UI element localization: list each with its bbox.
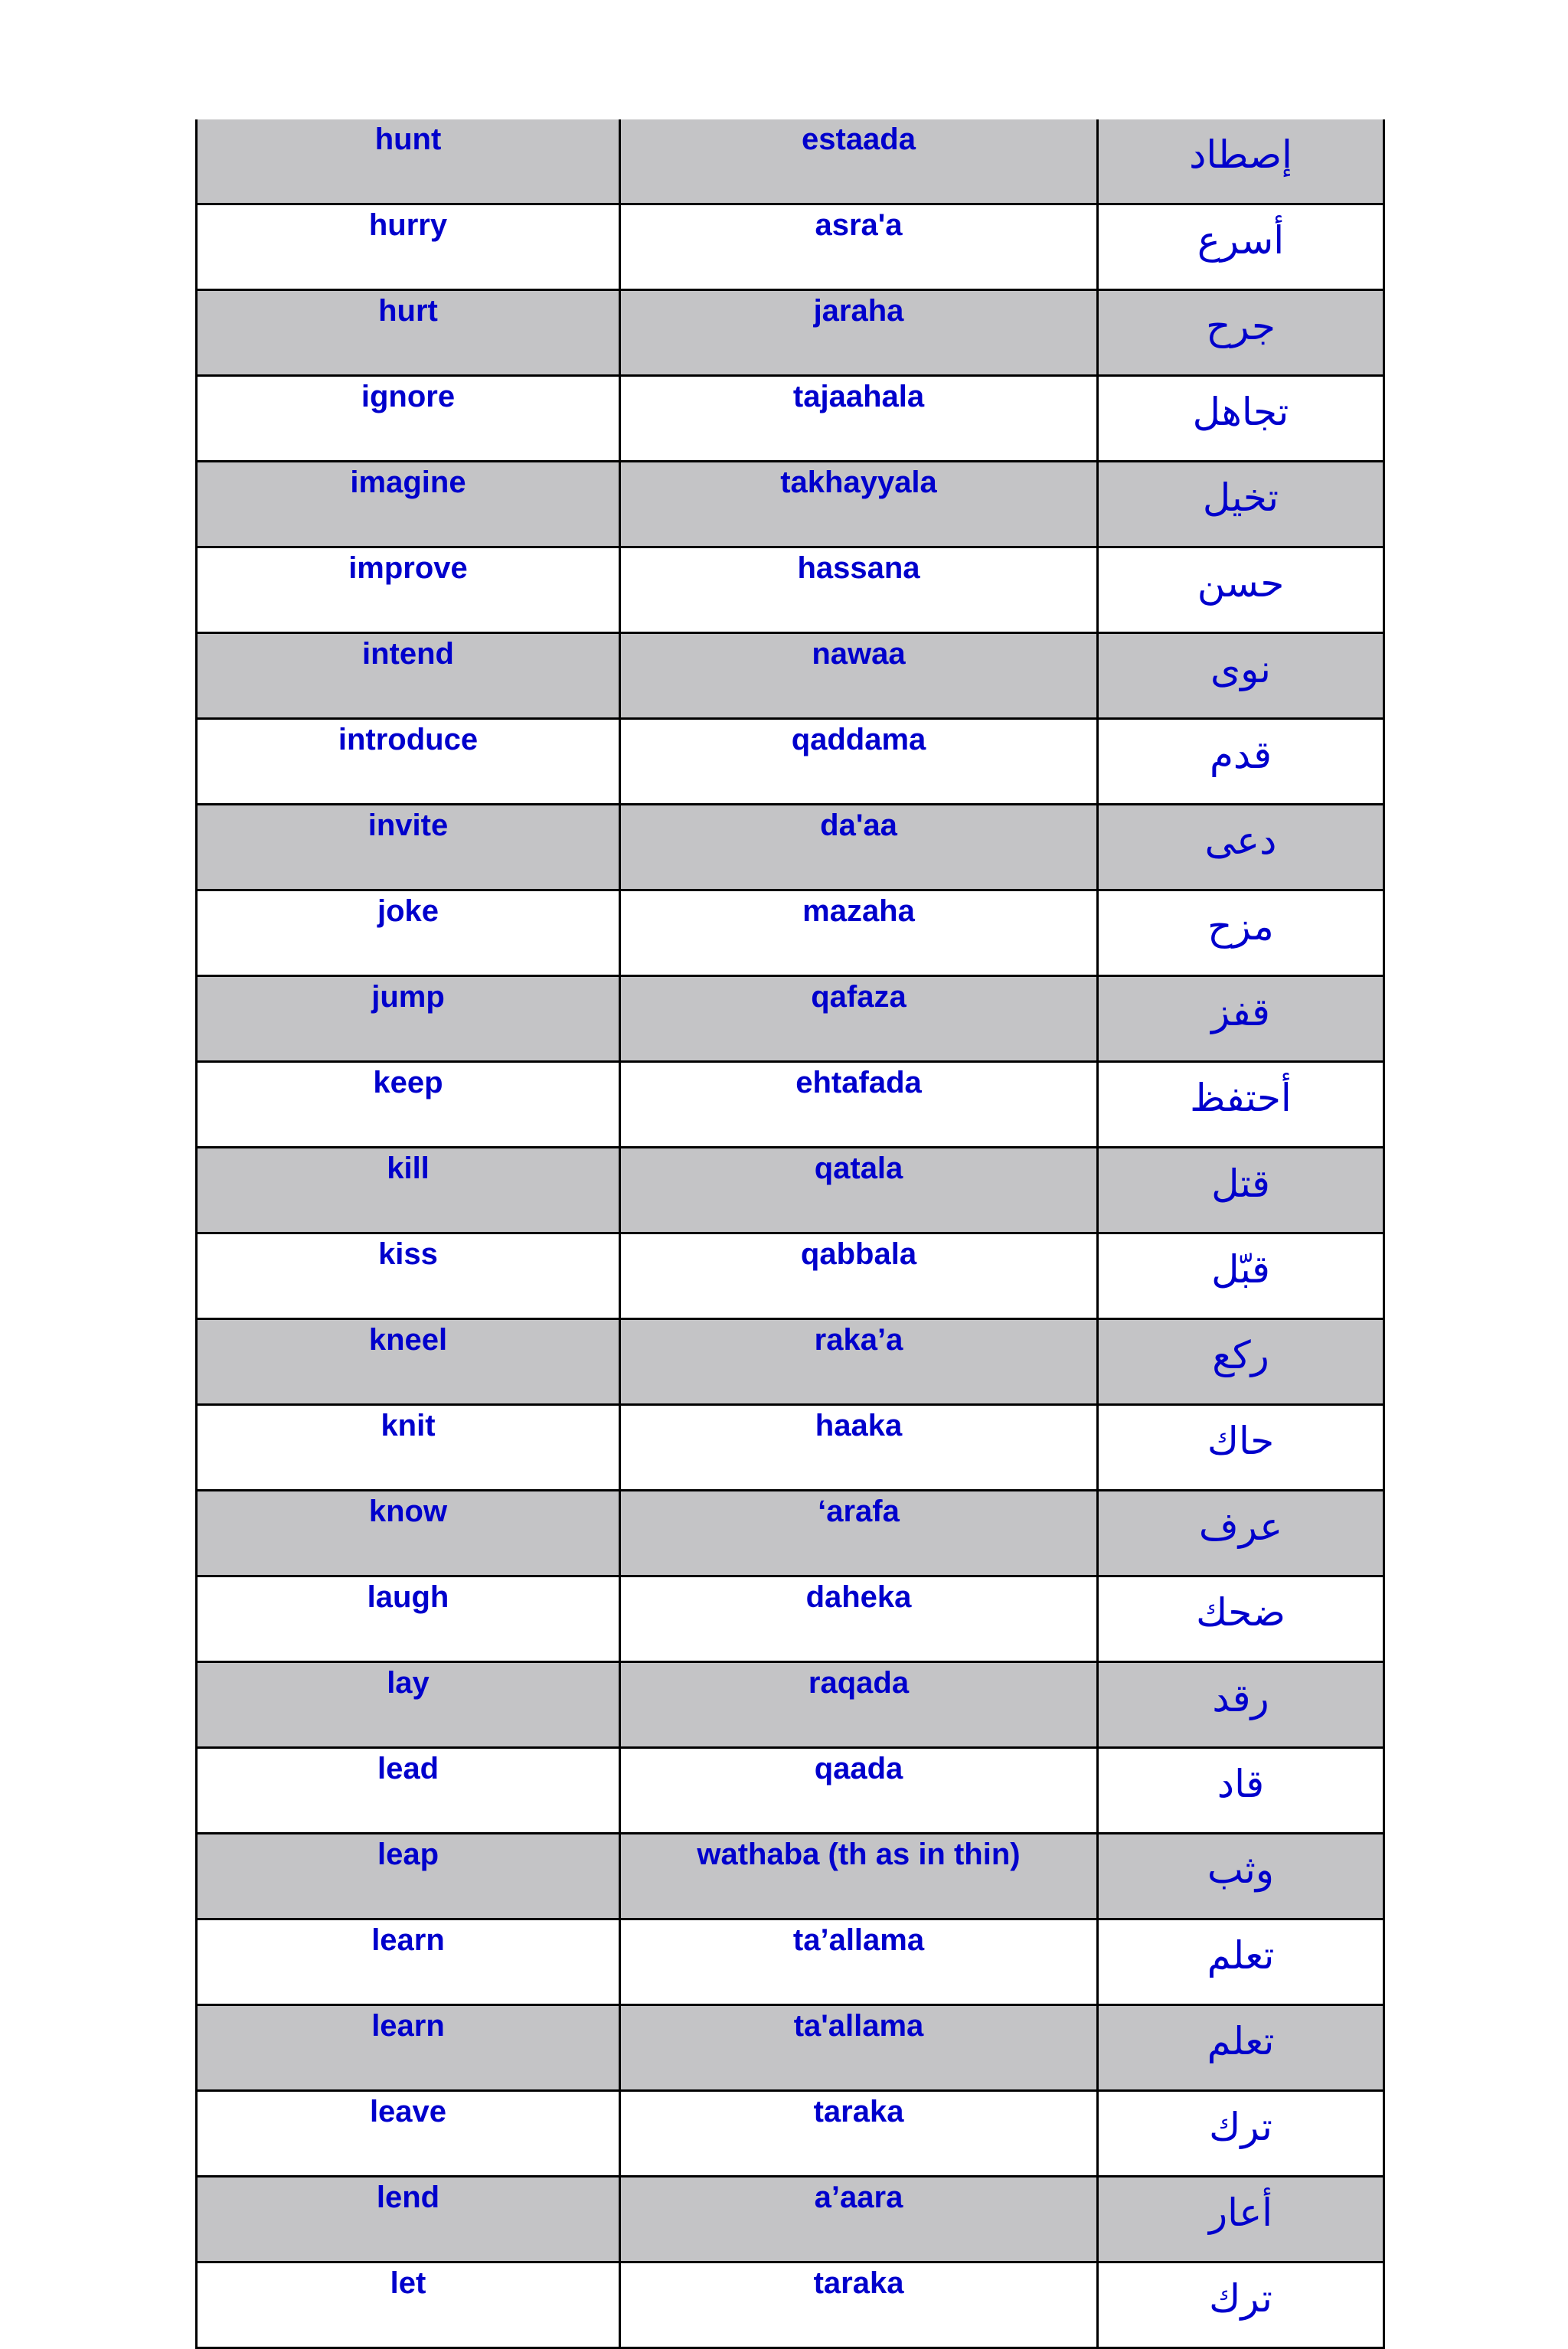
table-row — [197, 1576, 1384, 1662]
english-word: knit — [197, 1405, 620, 1491]
arabic-word-cell — [1098, 1233, 1384, 1319]
vocabulary-table-body — [197, 119, 1384, 2348]
table-row — [197, 1148, 1384, 1233]
arabic-word-cell — [1098, 890, 1384, 976]
transliteration: qafaza — [620, 976, 1098, 1062]
transliteration: qabbala — [620, 1233, 1098, 1319]
arabic-word: ركع — [1212, 1333, 1269, 1377]
arabic-word-cell — [1098, 204, 1384, 290]
transliteration: ‘arafa — [620, 1491, 1098, 1576]
arabic-word: تعلم — [1207, 2019, 1275, 2063]
arabic-word: ترك — [1209, 2105, 1272, 2149]
english-word: hurt — [197, 290, 620, 376]
arabic-word-cell — [1098, 2262, 1384, 2348]
transliteration: qatala — [620, 1148, 1098, 1233]
transliteration: wathaba (th as in thin) — [620, 1834, 1098, 1919]
arabic-word: أسرع — [1197, 218, 1285, 263]
vocabulary-table — [195, 119, 1385, 2349]
arabic-word: قفز — [1211, 990, 1270, 1034]
table-row — [197, 1662, 1384, 1748]
arabic-word-cell — [1098, 976, 1384, 1062]
arabic-word-cell — [1098, 2177, 1384, 2262]
table-row — [197, 1919, 1384, 2005]
table-row — [197, 119, 1384, 204]
english-word: ignore — [197, 376, 620, 462]
transliteration: ehtafada — [620, 1062, 1098, 1148]
table-row — [197, 1062, 1384, 1148]
table-row — [197, 976, 1384, 1062]
arabic-word: قبّل — [1211, 1247, 1270, 1292]
transliteration: ta'allama — [620, 2005, 1098, 2091]
arabic-word: ترك — [1209, 2276, 1272, 2321]
english-word: lay — [197, 1662, 620, 1748]
arabic-word-cell — [1098, 2091, 1384, 2177]
arabic-word: حاك — [1207, 1419, 1275, 1463]
arabic-word: تجاهل — [1192, 390, 1289, 434]
english-word: learn — [197, 1919, 620, 2005]
arabic-word-cell — [1098, 547, 1384, 633]
table-row — [197, 2005, 1384, 2091]
transliteration: daheka — [620, 1576, 1098, 1662]
arabic-word-cell — [1098, 1062, 1384, 1148]
transliteration: a’aara — [620, 2177, 1098, 2262]
arabic-word: نوى — [1210, 647, 1271, 691]
arabic-word-cell — [1098, 1491, 1384, 1576]
arabic-word: مزح — [1207, 904, 1274, 949]
transliteration: qaddama — [620, 719, 1098, 805]
arabic-word-cell — [1098, 1919, 1384, 2005]
arabic-word: دعى — [1204, 818, 1277, 863]
table-row — [197, 1834, 1384, 1919]
english-word: imagine — [197, 462, 620, 547]
table-row — [197, 1319, 1384, 1405]
transliteration: taraka — [620, 2262, 1098, 2348]
english-word: kneel — [197, 1319, 620, 1405]
english-word: jump — [197, 976, 620, 1062]
arabic-word-cell — [1098, 633, 1384, 719]
transliteration: raka’a — [620, 1319, 1098, 1405]
arabic-word-cell — [1098, 1148, 1384, 1233]
english-word: introduce — [197, 719, 620, 805]
transliteration: da'aa — [620, 805, 1098, 890]
arabic-word: حسن — [1197, 561, 1285, 606]
arabic-word: جرح — [1206, 304, 1276, 348]
arabic-word: عرف — [1198, 1504, 1283, 1549]
arabic-word-cell — [1098, 1662, 1384, 1748]
transliteration: estaada — [620, 119, 1098, 204]
arabic-word-cell — [1098, 462, 1384, 547]
arabic-word-cell — [1098, 2005, 1384, 2091]
english-word: intend — [197, 633, 620, 719]
english-word: learn — [197, 2005, 620, 2091]
arabic-word: إصطاد — [1189, 132, 1292, 177]
table-row — [197, 890, 1384, 976]
transliteration: haaka — [620, 1405, 1098, 1491]
table-row — [197, 719, 1384, 805]
arabic-word: تعلم — [1207, 1933, 1275, 1978]
table-row — [197, 633, 1384, 719]
english-word: kill — [197, 1148, 620, 1233]
table-row — [197, 204, 1384, 290]
arabic-word-cell — [1098, 376, 1384, 462]
arabic-word: ضحك — [1196, 1590, 1285, 1635]
english-word: hurry — [197, 204, 620, 290]
arabic-word: قدم — [1209, 733, 1272, 777]
arabic-word: تخيل — [1202, 475, 1279, 520]
table-row — [197, 462, 1384, 547]
transliteration: qaada — [620, 1748, 1098, 1834]
arabic-word-cell — [1098, 290, 1384, 376]
table-row — [197, 1405, 1384, 1491]
transliteration: asra'a — [620, 204, 1098, 290]
arabic-word-cell — [1098, 119, 1384, 204]
arabic-word: قاد — [1217, 1762, 1265, 1806]
english-word: joke — [197, 890, 620, 976]
english-word: lead — [197, 1748, 620, 1834]
english-word: leap — [197, 1834, 620, 1919]
transliteration: mazaha — [620, 890, 1098, 976]
english-word: improve — [197, 547, 620, 633]
english-word: laugh — [197, 1576, 620, 1662]
arabic-word-cell — [1098, 1834, 1384, 1919]
english-word: kiss — [197, 1233, 620, 1319]
english-word: lend — [197, 2177, 620, 2262]
transliteration: ta’allama — [620, 1919, 1098, 2005]
transliteration: takhayyala — [620, 462, 1098, 547]
table-row — [197, 2262, 1384, 2348]
table-row — [197, 2177, 1384, 2262]
transliteration: hassana — [620, 547, 1098, 633]
english-word: leave — [197, 2091, 620, 2177]
table-row — [197, 290, 1384, 376]
arabic-word-cell — [1098, 1748, 1384, 1834]
table-row — [197, 547, 1384, 633]
english-word: hunt — [197, 119, 620, 204]
transliteration: taraka — [620, 2091, 1098, 2177]
arabic-word-cell — [1098, 1576, 1384, 1662]
arabic-word: أحتفظ — [1190, 1076, 1292, 1120]
english-word: invite — [197, 805, 620, 890]
arabic-word: قتل — [1211, 1161, 1270, 1206]
table-row — [197, 2091, 1384, 2177]
english-word: know — [197, 1491, 620, 1576]
transliteration: nawaa — [620, 633, 1098, 719]
table-row — [197, 805, 1384, 890]
arabic-word: رقد — [1212, 1676, 1269, 1720]
arabic-word-cell — [1098, 719, 1384, 805]
arabic-word: وثب — [1207, 1848, 1275, 1892]
table-row — [197, 376, 1384, 462]
english-word: let — [197, 2262, 620, 2348]
arabic-word: أعار — [1208, 2191, 1273, 2235]
transliteration: raqada — [620, 1662, 1098, 1748]
table-row — [197, 1233, 1384, 1319]
transliteration: tajaahala — [620, 376, 1098, 462]
table-row — [197, 1748, 1384, 1834]
transliteration: jaraha — [620, 290, 1098, 376]
arabic-word-cell — [1098, 1405, 1384, 1491]
english-word: keep — [197, 1062, 620, 1148]
arabic-word-cell — [1098, 805, 1384, 890]
arabic-word-cell — [1098, 1319, 1384, 1405]
table-row — [197, 1491, 1384, 1576]
